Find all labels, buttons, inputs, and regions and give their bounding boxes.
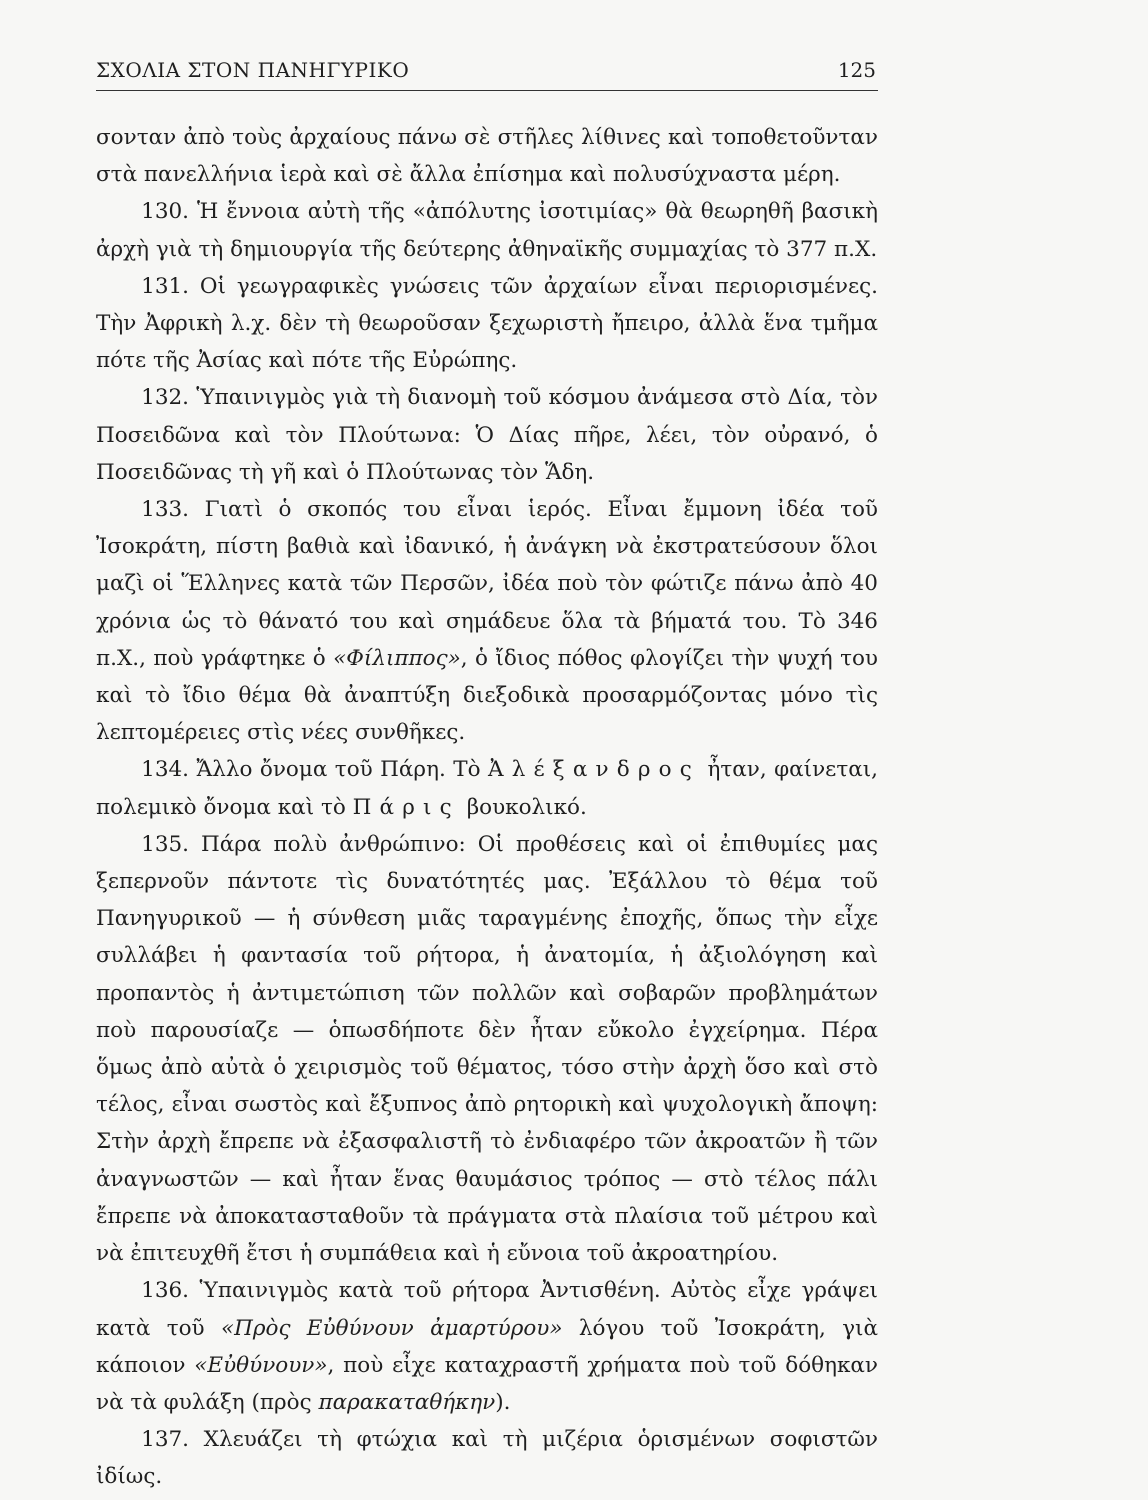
note-134 [96, 751, 878, 825]
note-137: 137. Χλευάζει τὴ φτώχια καὶ τὴ μιζέρια ὁρισμένων σοφιστῶν ἰδίως. [96, 1427, 878, 1490]
note-133-text-a: 133. Γιατὶ ὁ σκοπός του εἶναι ἱερός. Εἶναι ἔμμονη ἰδέα τοῦ Ἰσοκράτη, πίστη βαθιὰ καὶ ἰδανικό, ἡ ἀνάγκη νὰ ἐκστρατεύσουν ὅλοι μαζὶ οἱ Ἕλληνες κατὰ τῶν Περσῶν, ἰδέα ποὺ τὸν φώτιζε πάνω ἀπὸ 40 χρόνια ὡς τὸ θάνατό του καὶ σημάδευε ὅλα τὰ βήματά του. Τὸ 346 π.Χ., ποὺ γράφτηκε ὁ [96, 497, 878, 671]
book-page [96, 58, 878, 1496]
note-131: 131. Οἱ γεωγραφικὲς γνώσεις τῶν ἀρχαίων εἶναι περιορισμένες. Τὴν Ἀφρικὴ λ.χ. δὲν τὴ θεωροῦσαν ξεχωριστὴ ἤπειρο, ἀλλὰ ἕνα τμῆμα πότε τῆς Ἀσίας καὶ πότε τῆς Εὐρώπης. [96, 273, 878, 374]
note-136-person-title: «Εὐθύνουν» [194, 1352, 328, 1378]
note-132: 132. Ὑπαινιγμὸς γιὰ τὴ διανομὴ τοῦ κόσμου ἀνάμεσα στὸ Δία, τὸν Ποσειδῶνα καὶ τὸν Πλούτωνα: Ὁ Δίας πῆρε, λέει, τὸν οὐρανό, ὁ Ποσειδῶνας τὴ γῆ καὶ ὁ Πλούτωνας τὸν Ἅδη. [96, 385, 878, 485]
note-136-text-d: ). [495, 1389, 511, 1415]
note-136-text-b: λόγου τοῦ Ἰσοκράτη, γιὰ κάποιον [96, 1315, 878, 1378]
note-134-name-alexandros: Ἀλέξανδρος [488, 757, 700, 783]
note-136-text-a: 136. Ὑπαινιγμὸς κατὰ τοῦ ρήτορα Ἀντισθένη. Αὐτὸς εἶχε γράψει κατὰ τοῦ [96, 1278, 878, 1341]
note-133 [96, 491, 878, 751]
note-133-work-title: «Φίλιππος» [333, 645, 461, 671]
commentary-text [96, 119, 878, 1496]
page-number: 125 [837, 58, 876, 82]
note-136-text-c: , ποὺ εἶχε καταχραστῆ χρήματα ποὺ τοῦ δόθηκαν νὰ τὰ φυλάξη (πρὸς [96, 1352, 878, 1415]
note-136 [96, 1272, 878, 1421]
note-134-name-paris: Πάρις [352, 794, 460, 820]
continued-paragraph: σονταν ἀπὸ τοὺς ἀρχαίους πάνω σὲ στῆλες λίθινες καὶ τοποθετοῦνταν στὰ πανελλήνια ἱερὰ καὶ σὲ ἄλλα ἐπίσημα καὶ πολυσύχναστα μέρη. [96, 125, 878, 188]
note-136-term: παρακαταθήκην [318, 1389, 496, 1415]
note-133-text-b: , ὁ ἴδιος πόθος φλογίζει τὴν ψυχή του καὶ τὸ ἴδιο θέμα θὰ ἀναπτύξη διεξοδικὰ προσαρμόζοντας μόνο τὶς λεπτομέρειες στὶς νέες συνθῆκες. [96, 645, 878, 746]
note-130: 130. Ἡ ἔννοια αὐτὴ τῆς «ἀπόλυτης ἰσοτιμίας» θὰ θεωρηθῆ βασικὴ ἀρχὴ γιὰ τὴ δημιουργία τῆς δεύτερης ἀθηναϊκῆς συμμαχίας τὸ 377 π.Χ. [96, 199, 878, 262]
page-header [96, 58, 878, 91]
note-134-text-a: 134. Ἄλλο ὄνομα τοῦ Πάρη. Τὸ [141, 757, 488, 783]
note-134-text-c: βουκολικό. [459, 794, 587, 820]
note-136-work-title: «Πρὸς Εὐθύνουν ἀμαρτύρου» [220, 1315, 563, 1341]
note-134-text-b: ἦταν, φαίνεται, πολεμικὸ ὄνομα καὶ τὸ [96, 757, 878, 820]
running-title: ΣΧΟΛΙΑ ΣΤΟΝ ΠΑΝΗΓΥΡΙΚΟ [96, 58, 410, 82]
note-135: 135. Πάρα πολὺ ἀνθρώπινο: Οἱ προθέσεις καὶ οἱ ἐπιθυμίες μας ξεπερνοῦν πάντοτε τὶς δυνατότητές μας. Ἐξάλλου τὸ θέμα τοῦ Πανηγυρικοῦ — ἡ σύνθεση μιᾶς ταραγμένης ἐποχῆς, ὅπως τὴν εἶχε συλλάβει ἡ φαντασία τοῦ ρήτορα, ἡ ἀνατομία, ἡ ἀξιολόγηση καὶ προπαντὸς ἡ ἀντιμετώπιση τῶν πολλῶν καὶ σοβαρῶν προβλημάτων ποὺ παρουσίαζε — ὁπωσδήποτε δὲν ἦταν εὔκολο ἐγχείρημα. Πέρα ὅμως ἀπὸ αὐτὰ ὁ χειρισμὸς τοῦ θέματος, τόσο στὴν ἀρχὴ ὅσο καὶ στὸ τέλος, εἶναι σωστὸς καὶ ἔξυπνος ἀπὸ ρητορικὴ καὶ ψυχολογικὴ ἄποψη: Στὴν ἀρχὴ ἔπρεπε νὰ ἐξασφαλιστῆ τὸ ἐνδιαφέρο τῶν ἀκροατῶν ἢ τῶν ἀναγνωστῶν — καὶ ἦταν ἕνας θαυμάσιος τρόπος — στὸ τέλος πάλι ἔπρεπε νὰ ἀποκατασταθοῦν τὰ πράγματα στὰ πλαίσια τοῦ μέτρου καὶ νὰ ἐπιτευχθῆ ἔτσι ἡ συμπάθεια καὶ ἡ εὔνοια τοῦ ἀκροατηρίου. [96, 831, 878, 1267]
